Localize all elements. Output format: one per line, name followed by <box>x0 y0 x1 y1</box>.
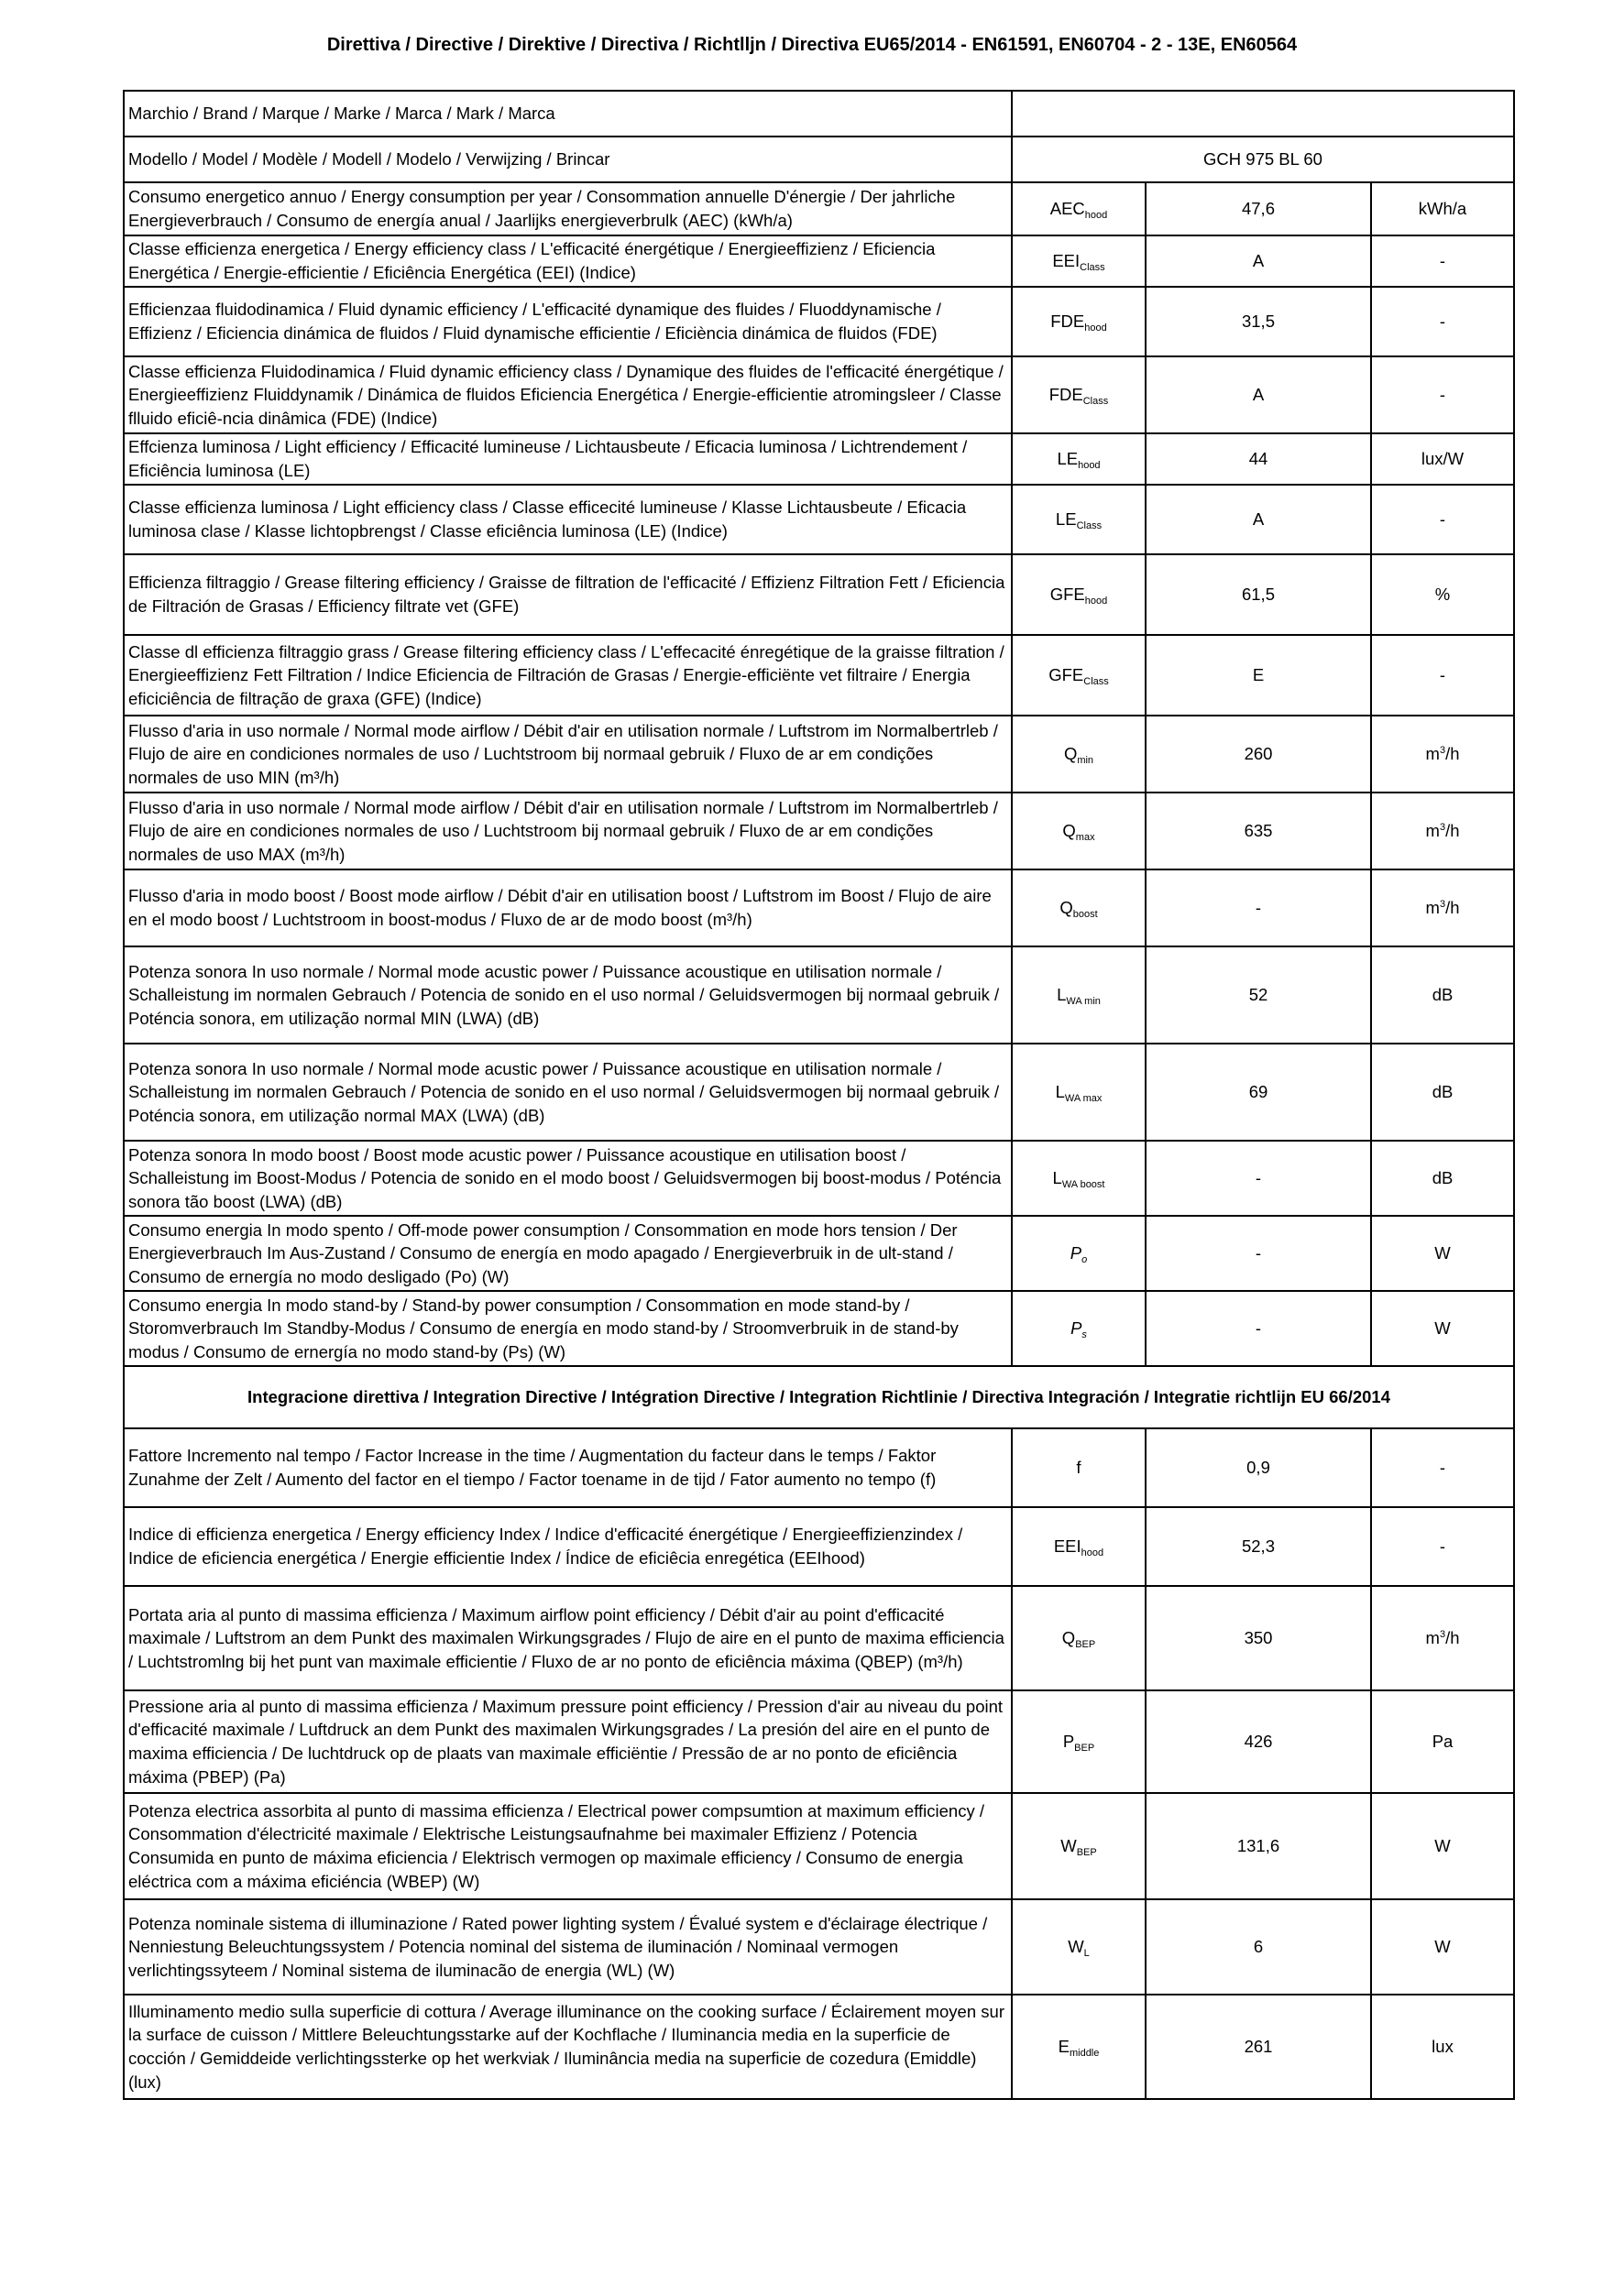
parameter-description: Classe dl efficienza filtraggio grass / Grease filtering efficiency class / L'effecacité énregétique de la graisse filtration / Energieeffizienz Fett Filtration / Indice Eficiencia de Filtración de Grasas / Energie-efficiënte vet filtraire / Energia eficiciência de filtração de graxa (GFE) (Indice) <box>124 635 1012 716</box>
parameter-symbol <box>1012 1141 1146 1216</box>
unit-base: dB <box>1432 1168 1454 1188</box>
symbol-base: P <box>1070 1243 1082 1263</box>
table-row <box>124 1995 1514 2099</box>
parameter-description: Flusso d'aria in uso normale / Normal mode airflow / Débit d'air en utilisation normale / Luftstrom im Normalbertrleb / Flujo de aire en condiciones normales de uso / Luchtstroom bij normaal gebruik / Fluxo de ar em condições normales de uso MIN (m³/h) <box>124 716 1012 793</box>
parameter-description: Potenza sonora In uso normale / Normal mode acustic power / Puissance acoustique en utilisation normale / Schalleistung im normalen Gebrauch / Potencia de sonido en el uso normal / Geluidsvermogen bij normaal gebruik / Poténcia sonora, em utilização normal MAX (LWA) (dB) <box>124 1044 1012 1141</box>
brand-value <box>1012 91 1514 137</box>
symbol-base: EEI <box>1052 251 1081 271</box>
parameter-unit <box>1371 287 1514 356</box>
model-label: Modello / Model / Modèle / Modell / Modelo / Verwijzing / Brincar <box>124 137 1012 182</box>
unit-base: W <box>1434 1243 1451 1263</box>
document-title: Direttiva / Directive / Direktive / Directiva / Richtlljn / Directiva EU65/2014 - EN61591, EN60704 - 2 - 13E, EN60564 <box>326 35 1298 55</box>
parameter-description: Indice di efficienza energetica / Energy efficiency Index / Indice d'efficacité énergétique / Energieeffizienzindex / Indice de eficiencia energética / Energie efficientie Index / Índice de eficiêcia enregética (EEIhood) <box>124 1507 1012 1586</box>
parameter-unit <box>1371 356 1514 433</box>
symbol-subscript: BEP <box>1074 1743 1095 1755</box>
parameter-value: E <box>1146 635 1371 716</box>
parameter-unit <box>1371 182 1514 235</box>
parameter-symbol <box>1012 1428 1146 1507</box>
parameter-description: Classe efficienza Fluidodinamica / Fluid dynamic efficiency class / Dynamique des fluides de l'efficacité énergétique / Energieeffizienz Fluiddynamik / Dinámica de fluidos Eficiencia Energética / Energie-efficientie atromingsleer / Classe flluido eficiê-ncia dinâmica (FDE) (Indice) <box>124 356 1012 433</box>
parameter-unit <box>1371 1507 1514 1586</box>
table-row <box>124 1141 1514 1216</box>
parameter-description: Potenza nominale sistema di illuminazione / Rated power lighting system / Évalué system e d'éclairage électrique / Nenniestung Beleuchtungssystem / Potencia nominal del sistema de iluminación / Nominaal vermogen verlichtingssyteem / Nominal sistema de iluminacão de energia (WL) (W) <box>124 1899 1012 1995</box>
parameter-symbol <box>1012 1995 1146 2099</box>
parameter-symbol <box>1012 1216 1146 1291</box>
symbol-subscript: s <box>1081 1329 1087 1341</box>
table-row <box>124 485 1514 554</box>
unit-base: W <box>1434 1937 1451 1957</box>
parameter-description: Potenza electrica assorbita al punto di massima efficienza / Electrical power compsumtion at maximum efficiency / Consommation d'électricité maximale / Elektrische Leistungsaufnahme bei maximaler Effizienz / Potencia Consumida en punto de máxima eficiencia / Elektrisch vermogen op maximale efficiency / Consumo de energia eléctrica com a máxima eficiéncia (WBEP) (W) <box>124 1793 1012 1899</box>
parameter-value: - <box>1146 1141 1371 1216</box>
symbol-base: P <box>1062 1732 1075 1752</box>
unit-base: W <box>1434 1318 1451 1339</box>
unit-base: - <box>1439 1458 1446 1478</box>
symbol-base: Q <box>1061 1628 1076 1648</box>
table-row <box>124 235 1514 287</box>
parameter-symbol <box>1012 793 1146 869</box>
parameter-symbol <box>1012 182 1146 235</box>
table-row <box>124 1507 1514 1586</box>
parameter-unit <box>1371 1995 1514 2099</box>
table-row <box>124 1899 1514 1995</box>
parameter-value: 260 <box>1146 716 1371 793</box>
symbol-base: GFE <box>1048 665 1084 685</box>
parameter-value: 350 <box>1146 1586 1371 1690</box>
symbol-base: LE <box>1057 449 1079 469</box>
parameter-description: Efficienzaa fluidodinamica / Fluid dynamic efficiency / L'efficacité dynamique des fluides / Fluoddynamische / Effizienz / Eficiencia dinámica de fluidos / Fluid dynamische efficientie / Eficiència dinámica de fluidos (FDE) <box>124 287 1012 356</box>
parameter-symbol <box>1012 1044 1146 1141</box>
unit-tail: /h <box>1445 1628 1460 1648</box>
parameter-value: 426 <box>1146 1690 1371 1793</box>
unit-superscript: 3 <box>1439 745 1446 757</box>
parameter-value: 6 <box>1146 1899 1371 1995</box>
brand-label: Marchio / Brand / Marque / Marke / Marca / Mark / Marca <box>124 91 1012 137</box>
symbol-subscript: min <box>1077 755 1094 767</box>
symbol-base: L <box>1055 1082 1065 1102</box>
parameter-unit <box>1371 793 1514 869</box>
parameter-unit <box>1371 554 1514 635</box>
symbol-base: L <box>1052 1168 1062 1188</box>
unit-base: m <box>1425 821 1440 841</box>
parameter-description: Consumo energetico annuo / Energy consumption per year / Consommation annuelle D'énergie / Der jahrliche Energieverbrauch / Consumo de energía anual / Jaarlijks energieverbrulk (AEC) (kWh/a) <box>124 182 1012 235</box>
symbol-base: LE <box>1055 509 1077 530</box>
parameter-description: Classe efficienza luminosa / Light efficiency class / Classe efficecité lumineuse / Klasse Lichtausbeute / Eficacia luminosa clase / Klasse lichtopbrengst / Classe eficiência luminosa (LE) (Indice) <box>124 485 1012 554</box>
unit-superscript: 3 <box>1439 899 1446 911</box>
parameter-unit <box>1371 869 1514 946</box>
parameter-symbol <box>1012 1690 1146 1793</box>
parameter-unit <box>1371 635 1514 716</box>
parameter-symbol <box>1012 485 1146 554</box>
parameter-value: 31,5 <box>1146 287 1371 356</box>
parameter-unit <box>1371 946 1514 1044</box>
parameter-symbol <box>1012 1899 1146 1995</box>
symbol-subscript: WA max <box>1064 1093 1103 1105</box>
table-row <box>124 869 1514 946</box>
symbol-base: Q <box>1063 744 1078 764</box>
parameter-symbol <box>1012 1291 1146 1366</box>
symbol-subscript: hood <box>1084 323 1107 334</box>
symbol-base: W <box>1060 1836 1077 1856</box>
parameter-symbol <box>1012 869 1146 946</box>
parameter-unit <box>1371 1216 1514 1291</box>
symbol-base: EEI <box>1053 1536 1081 1557</box>
table-row <box>124 356 1514 433</box>
symbol-subscript: Class <box>1083 676 1109 688</box>
parameter-value: - <box>1146 869 1371 946</box>
unit-superscript: 3 <box>1439 822 1446 834</box>
table-row <box>124 1291 1514 1366</box>
parameter-unit <box>1371 1141 1514 1216</box>
table-row <box>124 946 1514 1044</box>
parameter-symbol <box>1012 235 1146 287</box>
parameter-description: Potenza sonora In modo boost / Boost mode acustic power / Puissance acoustique en utilisation boost / Schalleistung im Boost-Modus / Potencia de sonido en el modo boost / Geluidsvermogen bij boost-modus / Poténcia sonora tão boost (LWA) (dB) <box>124 1141 1012 1216</box>
parameter-description: Classe efficienza energetica / Energy efficiency class / L'efficacité énergétique / Energieeffizienz / Eficiencia Energética / Energie-efficientie / Eficiência Energética (EEI) (Indice) <box>124 235 1012 287</box>
table-row <box>124 182 1514 235</box>
parameter-unit <box>1371 433 1514 485</box>
table-row <box>124 635 1514 716</box>
parameter-value: 47,6 <box>1146 182 1371 235</box>
parameter-description: Effcienza luminosa / Light efficiency / Efficacité lumineuse / Lichtausbeute / Eficacia luminosa / Lichtrendement / Eficiência luminosa (LE) <box>124 433 1012 485</box>
table-row <box>124 554 1514 635</box>
parameter-unit <box>1371 716 1514 793</box>
unit-base: m <box>1425 1628 1440 1648</box>
parameter-description: Potenza sonora In uso normale / Normal mode acustic power / Puissance acoustique en utilisation normale / Schalleistung im normalen Gebrauch / Potencia de sonido en el uso normal / Geluidsvermogen bij normaal gebruik / Poténcia sonora, em utilização normal MIN (LWA) (dB) <box>124 946 1012 1044</box>
symbol-subscript: hood <box>1084 210 1108 222</box>
parameter-value: 44 <box>1146 433 1371 485</box>
parameter-description: Efficienza filtraggio / Grease filtering efficiency / Graisse de filtration de l'efficacité / Effizienz Filtration Fett / Eficiencia de Filtración de Grasas / Efficiency filtrate vet (GFE) <box>124 554 1012 635</box>
parameter-value: 69 <box>1146 1044 1371 1141</box>
unit-base: Pa <box>1432 1732 1454 1752</box>
parameter-description: Consumo energia In modo stand-by / Stand-by power consumption / Consommation en mode stand-by / Storomverbrauch Im Standby-Modus / Consumo de energía en modo stand-by / Stroomverbruik in de stand-by modus / Consumo de ernergía no modo stand-by (Ps) (W) <box>124 1291 1012 1366</box>
parameter-symbol <box>1012 356 1146 433</box>
unit-base: - <box>1439 665 1446 685</box>
parameter-symbol <box>1012 946 1146 1044</box>
unit-base: - <box>1439 251 1446 271</box>
parameter-description: Consumo energia In modo spento / Off-mode power consumption / Consommation en mode hors tension / Der Energieverbrauch Im Aus-Zustand / Consumo de energía en modo apagado / Energieverbruik in de ult-stand / Consumo de ernergía no modo desligado (Po) (W) <box>124 1216 1012 1291</box>
symbol-subscript: Class <box>1080 262 1105 274</box>
symbol-subscript: BEP <box>1076 1847 1097 1859</box>
unit-tail: /h <box>1445 898 1460 918</box>
table-row <box>124 287 1514 356</box>
parameter-unit <box>1371 235 1514 287</box>
symbol-base: GFE <box>1049 585 1085 605</box>
parameter-value: - <box>1146 1216 1371 1291</box>
unit-tail: /h <box>1445 744 1460 764</box>
section-row <box>124 1366 1514 1428</box>
model-value: GCH 975 BL 60 <box>1012 137 1514 182</box>
section-title: Integracione direttiva / Integration Directive / Intégration Directive / Integration Richtlinie / Directiva Integración / Integratie richtlijn EU 66/2014 <box>124 1366 1514 1428</box>
unit-base: - <box>1439 312 1446 332</box>
parameter-unit <box>1371 1044 1514 1141</box>
table-row <box>124 793 1514 869</box>
model-row <box>124 137 1514 182</box>
parameter-value: 0,9 <box>1146 1428 1371 1507</box>
symbol-base: AEC <box>1049 199 1085 219</box>
parameter-value: A <box>1146 235 1371 287</box>
table-row <box>124 1428 1514 1507</box>
unit-tail: /h <box>1445 821 1460 841</box>
parameter-description: Flusso d'aria in uso normale / Normal mode airflow / Débit d'air en utilisation normale / Luftstrom im Normalbertrleb / Flujo de aire en condiciones normales de uso / Luchtstroom bij normaal gebruik / Fluxo de ar em condições normales de uso MAX (m³/h) <box>124 793 1012 869</box>
symbol-subscript: middle <box>1069 2048 1100 2060</box>
symbol-base: L <box>1057 985 1067 1005</box>
unit-base: dB <box>1432 985 1454 1005</box>
parameter-unit <box>1371 1690 1514 1793</box>
symbol-subscript: boost <box>1072 909 1098 921</box>
parameter-description: Illuminamento medio sulla superficie di cottura / Average illuminance on the cooking surface / Éclairement moyen sur la surface de cuisson / Mittlere Beleuchtungsstarke auf der Kochflache / Iluminancia media en la superficie de cocción / Gemiddeide verlichtingssterke op het werkviak / Iluminância media na superficie de cozedura (Emiddle) (lux) <box>124 1995 1012 2099</box>
symbol-base: Q <box>1062 821 1076 841</box>
unit-base: dB <box>1432 1082 1454 1102</box>
parameter-unit <box>1371 1586 1514 1690</box>
table-row <box>124 1044 1514 1141</box>
symbol-base: f <box>1076 1458 1081 1478</box>
parameter-description: Pressione aria al punto di massima efficienza / Maximum pressure point efficiency / Pression d'air au niveau du point d'efficacité maximale / Luftdruck an dem Punkt des maximalen Wirkungsgrades / La presión del aire en el punto de maxima efficiencia / De luchtdruck op de plaats van maximale efficiëntie / Pressão de ar no ponto de eficiência máxima (PBEP) (Pa) <box>124 1690 1012 1793</box>
parameter-symbol <box>1012 554 1146 635</box>
parameter-description: Flusso d'aria in modo boost / Boost mode airflow / Débit d'air en utilisation boost / Luftstrom im Boost / Flujo de aire en el modo boost / Luchtstroom in boost-modus / Fluxo de ar de modo boost (m³/h) <box>124 869 1012 946</box>
parameter-unit <box>1371 1291 1514 1366</box>
parameter-value: A <box>1146 485 1371 554</box>
unit-base: W <box>1434 1836 1451 1856</box>
unit-base: % <box>1434 585 1451 605</box>
symbol-subscript: max <box>1075 832 1095 844</box>
parameter-unit <box>1371 1899 1514 1995</box>
symbol-subscript: BEP <box>1075 1639 1096 1651</box>
parameter-symbol <box>1012 635 1146 716</box>
unit-superscript: 3 <box>1439 1629 1446 1641</box>
parameter-symbol <box>1012 433 1146 485</box>
symbol-subscript: WA boost <box>1061 1179 1105 1191</box>
symbol-subscript: hood <box>1081 1547 1104 1559</box>
symbol-base: FDE <box>1048 385 1083 405</box>
spec-table <box>123 90 1515 2100</box>
parameter-value: 261 <box>1146 1995 1371 2099</box>
parameter-unit <box>1371 485 1514 554</box>
parameter-value: 52 <box>1146 946 1371 1044</box>
parameter-value: 131,6 <box>1146 1793 1371 1899</box>
parameter-symbol <box>1012 1507 1146 1586</box>
unit-base: m <box>1425 744 1440 764</box>
unit-base: lux <box>1432 2037 1454 2057</box>
table-row <box>124 1586 1514 1690</box>
unit-base: kWh/a <box>1418 199 1467 219</box>
symbol-subscript: Class <box>1076 520 1103 532</box>
parameter-symbol <box>1012 716 1146 793</box>
parameter-symbol <box>1012 1793 1146 1899</box>
unit-base: - <box>1439 385 1446 405</box>
symbol-subscript: hood <box>1078 460 1101 472</box>
symbol-subscript: Class <box>1082 396 1109 408</box>
symbol-subscript: hood <box>1084 596 1108 607</box>
unit-base: m <box>1425 898 1440 918</box>
parameter-description: Fattore Incremento nal tempo / Factor Increase in the time / Augmentation du facteur dans le temps / Faktor Zunahme der Zelt / Aumento del factor en el tiempo / Factor toename in de tijd / Fator aumento no tempo (f) <box>124 1428 1012 1507</box>
parameter-value: - <box>1146 1291 1371 1366</box>
symbol-base: FDE <box>1050 312 1085 332</box>
parameter-unit <box>1371 1428 1514 1507</box>
table-row <box>124 433 1514 485</box>
symbol-base: W <box>1068 1937 1084 1957</box>
table-row <box>124 1793 1514 1899</box>
symbol-base: E <box>1058 2037 1070 2057</box>
brand-row <box>124 91 1514 137</box>
parameter-value: 61,5 <box>1146 554 1371 635</box>
symbol-subscript: L <box>1083 1948 1090 1960</box>
parameter-symbol <box>1012 287 1146 356</box>
symbol-subscript: o <box>1081 1254 1088 1266</box>
unit-base: lux/W <box>1421 449 1465 469</box>
symbol-base: Q <box>1059 898 1073 918</box>
parameter-value: 52,3 <box>1146 1507 1371 1586</box>
table-row <box>124 716 1514 793</box>
symbol-base: P <box>1070 1318 1082 1339</box>
table-row <box>124 1690 1514 1793</box>
parameter-value: A <box>1146 356 1371 433</box>
symbol-subscript: WA min <box>1066 996 1101 1008</box>
unit-base: - <box>1439 509 1446 530</box>
unit-base: - <box>1439 1536 1446 1557</box>
parameter-value: 635 <box>1146 793 1371 869</box>
parameter-description: Portata aria al punto di massima efficienza / Maximum airflow point efficiency / Débit d'air au point d'efficacité maximale / Luftstrom an dem Punkt des maximalen Wirkungsgrades / Flujo de aire en el punto de maxima efficiencia / Luchtstromlng bij het punt van maximale efficientie / Fluxo de ar no ponto de eficiência máxima (QBEP) (m³/h) <box>124 1586 1012 1690</box>
table-row <box>124 1216 1514 1291</box>
parameter-unit <box>1371 1793 1514 1899</box>
parameter-symbol <box>1012 1586 1146 1690</box>
